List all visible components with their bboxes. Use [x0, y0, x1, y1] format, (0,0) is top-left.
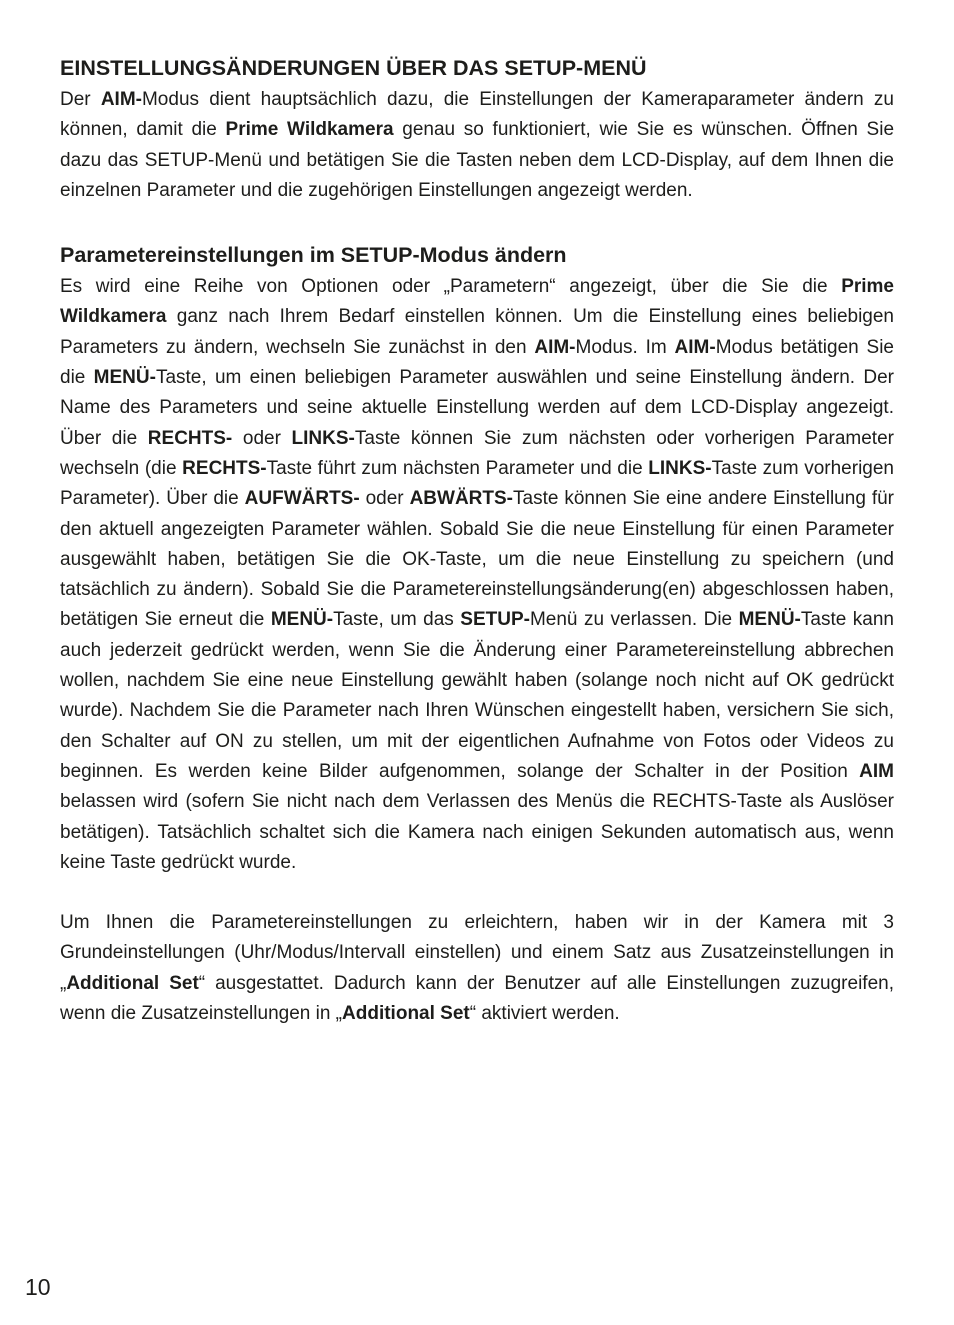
text-run: genau so funktioniert, wie Sie es wünschen. Öffnen Sie dazu das SETUP-Menü und betätigen Sie die Tasten neben dem LCD-Display, auf dem Ihnen die einzelnen Parameter und die zugehörigen Einstellungen angezeigt werden.: [60, 119, 895, 201]
bold-term: MENÜ-: [270, 609, 334, 631]
text-run: Modus. Im: [575, 336, 675, 358]
bold-term: RECHTS-: [147, 427, 233, 449]
bold-term: MENÜ-: [738, 609, 801, 631]
page-number: 10: [25, 1274, 51, 1300]
paragraph-additional-set: [60, 908, 894, 1029]
bold-term: Additional Set: [66, 972, 199, 994]
bold-term: AIM-: [100, 89, 142, 110]
text-run: Menü zu verlassen. Die: [529, 609, 739, 631]
section-heading-setup-menu: EINSTELLUNGSÄNDERUNGEN ÜBER DAS SETUP-MENÜ: [60, 56, 647, 80]
text-run: Der: [60, 89, 101, 110]
bold-term: Prime Wildkamera: [60, 276, 894, 328]
text-run: Modus betätigen Sie die: [60, 336, 894, 389]
bold-term: LINKS-: [291, 427, 355, 449]
bold-term: MENÜ-: [93, 367, 156, 389]
text-run: ganz nach Ihrem Bedarf einstellen können. Um die Einstellung eines beliebigen Parameters zu ändern, wechseln Sie zunächst in den: [60, 306, 894, 358]
bold-term: AIM-: [674, 336, 716, 358]
text-run: Taste können Sie eine andere Einstellung für den aktuell angezeigten Parameter wählen. Sobald Sie die neue Einstellung für einen Parameter ausgewählt haben, betätigen Sie die OK-Taste, um die neue Einstellung zu speichern (und tatsächlich zu ändern). Sobald Sie die Parametereinstellungsänderung(en) abgeschlossen haben, betätigen Sie erneut die: [60, 488, 894, 631]
text-run: oder: [359, 488, 410, 510]
text-run: “ ausgestattet. Dadurch kann der Benutzer auf alle Einstellungen zuzugreifen, wenn die Zusatzeinstellungen in „: [60, 972, 894, 1025]
text-run: Taste, um einen beliebigen Parameter auswählen und seine Einstellung ändern. Der Name des Parameters und seine aktuelle Einstellung werden auf dem LCD-Display angezeigt. Über die: [60, 367, 894, 449]
bold-term: LINKS-: [648, 457, 712, 479]
sub-heading-parameter-settings: Parametereinstellungen im SETUP-Modus ändern: [60, 243, 567, 268]
document-page: [60, 53, 894, 1029]
text-run: Taste führt zum nächsten Parameter und die: [266, 457, 649, 479]
bold-term: RECHTS-: [182, 457, 267, 479]
text-run: Taste zum vorherigen Parameter). Über die: [60, 457, 894, 510]
bold-term: AIM: [859, 760, 894, 782]
bold-term: Prime Wildkamera: [225, 119, 394, 141]
text-run: belassen wird (sofern Sie nicht nach dem Verlassen des Menüs die RECHTS-Taste als Auslöser betätigen). Tatsächlich schaltet sich die Kamera nach einigen Sekunden automatisch aus, wenn keine Taste gedrückt wurde.: [60, 791, 894, 873]
paragraph-parameter-instructions: [60, 272, 894, 878]
bold-term: AIM-: [534, 336, 576, 358]
text-run: Modus dient hauptsächlich dazu, die Einstellungen der Kameraparameter ändern zu können, damit die: [60, 89, 894, 141]
bold-term: Additional Set: [342, 1003, 470, 1025]
bold-term: AUFWÄRTS-: [244, 488, 360, 510]
text-run: Taste können Sie zum nächsten oder vorherigen Parameter wechseln (die: [60, 427, 894, 479]
text-run: Es wird eine Reihe von Optionen oder „Parametern“ angezeigt, über die Sie die: [60, 276, 842, 298]
text-run: Um Ihnen die Parametereinstellungen zu erleichtern, haben wir in der Kamera mit 3 Grundeinstellungen (Uhr/Modus/Intervall einstellen) und einem Satz aus Zusatzeinstellungen in „: [60, 912, 894, 994]
bold-term: SETUP-: [460, 609, 530, 631]
paragraph-intro: [60, 85, 894, 206]
text-run: oder: [232, 427, 292, 449]
text-run: Taste kann auch jederzeit gedrückt werden, wenn Sie die Änderung einer Parametereinstellung abbrechen wollen, nachdem Sie eine neue Einstellung gewählt haben (solange noch nicht auf OK gedrückt wurde). Nachdem Sie die Parameter nach Ihren Wünschen eingestellt haben, versichern Sie sich, den Schalter auf ON zu stellen, um mit der eigentlichen Aufnahme von Fotos oder Videos zu beginnen. Es werden keine Bilder aufgenommen, solange der Schalter in der Position: [60, 609, 894, 782]
text-run: Taste, um das: [333, 609, 461, 631]
bold-term: ABWÄRTS-: [409, 488, 513, 510]
text-run: “ aktiviert werden.: [469, 1003, 620, 1025]
